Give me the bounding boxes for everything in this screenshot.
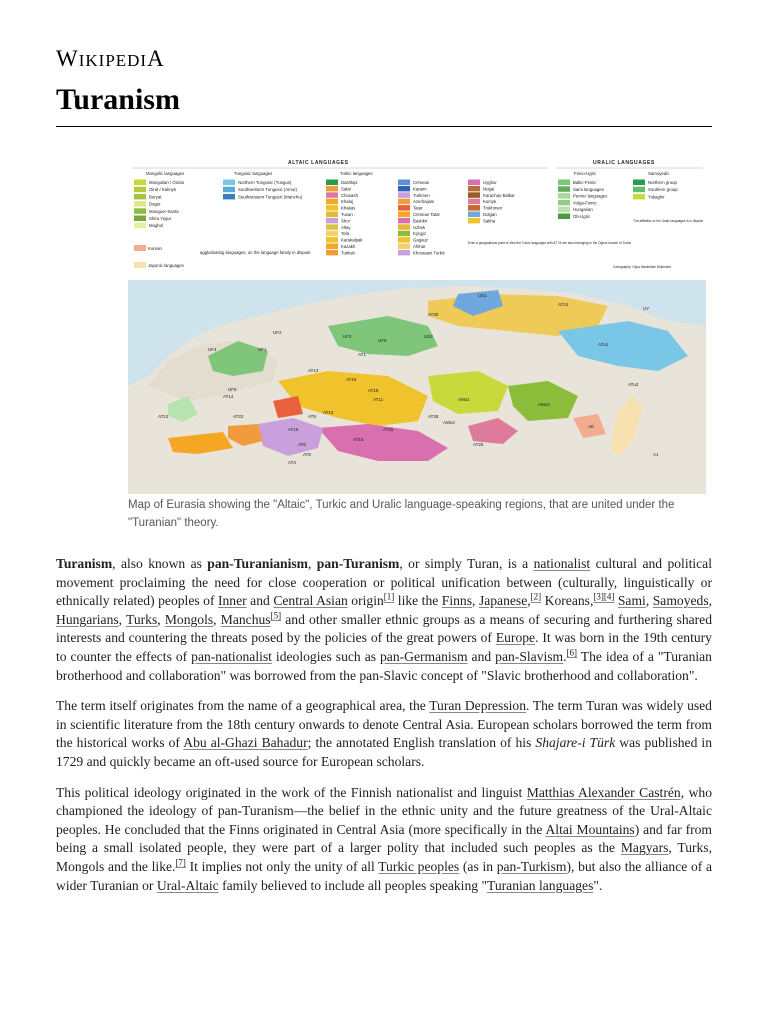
finno-swatch (558, 200, 570, 206)
paragraph-etymology: The term itself originates from the name of a geographical area, the Turan Depression. The term Turan was widely used in scientific literature from the 18th century onwards to denote Central Asia. European scholars borrowed the term from the historical works of Abu al-Ghazi Bahadur; the annotated English translation of his Shajare-i Türk was published in 1729 and quickly became an oft-used source for European scholars. (56, 698, 713, 769)
turkic-c-swatch (468, 205, 480, 211)
turkic-b-swatch (398, 199, 410, 205)
turkic-a-label: Tofa (341, 231, 350, 237)
finno-swatch (558, 214, 570, 220)
mongolic-label: Dagur (149, 201, 161, 207)
map-label: AT15 (353, 437, 364, 442)
turkic-b-label: Tatar (413, 205, 423, 211)
map-label: UF6 (378, 338, 387, 343)
ref-3[interactable]: [3] (593, 591, 604, 602)
turkic-a-swatch (326, 218, 338, 224)
turkic-b-label: Crimean Tatar (413, 212, 440, 217)
samoyedic-label: Yukaghir (648, 194, 665, 200)
legend-note-cartography: Cartography: Oğuz Maximilian Dinbecker (613, 265, 672, 269)
turkic-a-label: Dashkipi (341, 180, 358, 185)
tungusic-swatch (223, 194, 235, 200)
ref-7[interactable]: [7] (175, 857, 186, 868)
turkic-a-swatch (326, 199, 338, 205)
legend-korean: Korean (148, 246, 162, 251)
link-magyars[interactable]: Magyars (620, 840, 669, 856)
link-ural-altaic[interactable]: Ural-Altaic (156, 877, 219, 893)
map-label: AT28 (428, 414, 439, 419)
map-label: AT19 (346, 377, 357, 382)
turkic-b-label: Gagauz (413, 237, 429, 243)
turkic-a-swatch (326, 205, 338, 211)
turkic-c-label: Trukhmen (483, 205, 503, 211)
turkic-a-label: Khalaj (341, 199, 353, 205)
mongolic-swatch (134, 180, 146, 186)
ref-6[interactable]: [6] (566, 647, 578, 658)
mongolic-swatch (134, 201, 146, 207)
turkic-a-label: Tuvan (341, 212, 353, 217)
turkic-a-swatch (326, 237, 338, 243)
tungusic-label: Southwestern Tungusic (Manchu) (238, 194, 303, 200)
turkic-b-label: Azerbaijani (413, 199, 435, 205)
turkic-b-swatch (398, 218, 410, 224)
turkic-a-swatch (326, 244, 338, 250)
turkic-a-label: Shor (341, 218, 351, 224)
turkic-a-swatch (326, 250, 338, 256)
link-altai-mountains[interactable]: Altai Mountains (545, 821, 635, 837)
samoyedic-label: Northern group (648, 180, 677, 185)
turkic-a-label: Altay (341, 224, 351, 230)
map-label: AJ (653, 452, 659, 457)
turkic-b-label: Turkmen (413, 192, 430, 198)
mongolic-label: Mongolian / Ordos (149, 180, 185, 185)
map-label: US1 (478, 293, 487, 298)
link-manchus[interactable]: Manchus (220, 611, 271, 627)
mongolic-label: Monguor-Santa (149, 208, 179, 214)
map-label: UY (643, 306, 650, 311)
map-label: AT8 (303, 452, 311, 457)
ref-2[interactable]: [2] (530, 591, 542, 602)
link-turanian-languages[interactable]: Turanian languages (487, 877, 594, 893)
article-figure (128, 156, 706, 532)
eurasia-language-map[interactable] (128, 156, 706, 494)
turkic-b-label: Karaim (413, 186, 427, 192)
turkic-head: Turkic languages (340, 171, 373, 176)
map-label: AT10 (323, 410, 334, 415)
uralic-legend-title: URALIC LANGUAGES (593, 160, 655, 166)
map-label: UF3 (343, 334, 352, 339)
turkic-b-swatch (398, 237, 410, 243)
link-turks[interactable]: Turks (126, 611, 158, 627)
turkic-c-label: Uyghur (483, 180, 497, 185)
legend-note-uralic: The affiliation to the Uralic languages is in dispute (633, 219, 704, 223)
legend-japonic: Japonic languages (148, 263, 184, 268)
link-europe[interactable]: Europe (495, 630, 536, 646)
link-finns[interactable]: Finns (441, 593, 473, 609)
link-japanese[interactable]: Japanese (478, 593, 528, 609)
finno-swatch (558, 193, 570, 199)
map-label: AT13 (308, 368, 319, 373)
finno-swatch (558, 180, 570, 186)
link-inner[interactable]: Inner (217, 593, 247, 609)
map-label: UF5 (228, 387, 237, 392)
turkic-b-label: Crimean (413, 180, 430, 185)
link-samoyeds[interactable]: Samoyeds (652, 593, 709, 609)
ref-1[interactable]: [1] (383, 591, 395, 602)
map-label: AT26 (473, 442, 484, 447)
ref-5[interactable]: [5] (270, 610, 282, 621)
tungusic-head: Tungusic languages (234, 171, 273, 176)
turkic-c-label: Dolgan (483, 212, 497, 217)
turkic-c-swatch (468, 218, 480, 224)
turkic-c-swatch (468, 180, 480, 186)
finno-swatch (558, 186, 570, 192)
link-turan-depression[interactable]: Turan Depression (429, 698, 527, 714)
finno-label: Hungarian (573, 207, 593, 213)
mongolic-label: Moghol (149, 223, 164, 229)
mongolic-swatch (134, 194, 146, 200)
turkic-a-swatch (326, 186, 338, 192)
turkic-b-swatch (398, 244, 410, 250)
turkic-b-swatch (398, 224, 410, 230)
tungusic-swatch (223, 180, 235, 186)
map-label: AT11 (373, 397, 384, 402)
turkic-b-label: Khorasani Turkic (413, 250, 446, 256)
mongolic-swatch (134, 216, 146, 222)
link-pan-germanism[interactable]: pan-Germanism (380, 648, 468, 664)
title-divider (56, 126, 712, 127)
link-pan-slavism[interactable]: pan-Slavism (495, 648, 564, 664)
turkic-b-swatch (398, 212, 410, 218)
mongolic-swatch (134, 187, 146, 193)
turkic-c-swatch (468, 186, 480, 192)
map-label: AT18 (368, 388, 379, 393)
turkic-b-swatch (398, 192, 410, 198)
figure-caption: Map of Eurasia showing the "Altaic", Turkic and Uralic language-speaking regions, that are united under the "Turanian" theory. (128, 499, 675, 529)
turkic-a-label: Khakas (341, 205, 356, 211)
link-sami[interactable]: Sami (617, 593, 646, 609)
paragraph-origins: This political ideology originated in the work of the Finnish nationalist and linguist Matthias Alexander Castrén, who championed the ideology of pan-Turanism—the belief in the ethnic unity and the future greatness of the Ural-Altaic peoples. He concluded that the Finns originated in Central Asia (more specifically in the Altai Mountains) and far from being a small isolated people, they were part of a larger polity that included such peoples as the Magyars, Turks, Mongols and the like.[7] It implies not only the unity of all Turkic peoples (as in pan-Turkism), but also the alliance of a wider Turanian or Ural-Altaic family believed to include all peoples speaking "Turanian languages". (56, 784, 713, 893)
map-label: AT25 (383, 427, 394, 432)
mongolic-head: Mongolic languages (146, 171, 185, 176)
mongolic-label: Shira Yugur (149, 216, 172, 221)
link-pan-nationalist[interactable]: pan-nationalist (191, 648, 272, 664)
map-label: AK (588, 424, 595, 429)
map-label: US2 (424, 334, 433, 339)
turkic-b-label: Uzbek (413, 224, 426, 230)
link-pan-turkism[interactable]: pan-Turkism (496, 858, 567, 874)
mongolic-swatch (134, 208, 146, 214)
turkic-b-swatch (398, 180, 410, 186)
turkic-a-label: Kazakh (341, 244, 356, 249)
tungusic-label: Northern Tungusic (Tungus) (238, 180, 292, 185)
turkic-c-swatch (468, 199, 480, 205)
samoyedic-swatch (633, 180, 645, 186)
mongolic-swatch (134, 223, 146, 229)
turkic-c-label: Sakha (483, 218, 496, 224)
turkic-a-label: Chuvash (341, 192, 358, 198)
map-label: AT4 (288, 460, 296, 465)
link-abu-al-ghazi-bahadur[interactable]: Abu al-Ghazi Bahadur (183, 735, 308, 751)
turkic-a-swatch (326, 212, 338, 218)
map-label: AT6 (298, 442, 306, 447)
finno-label: Baltic-Finnic (573, 180, 597, 185)
turkic-b-swatch (398, 186, 410, 192)
map-label: UF1 (258, 347, 267, 352)
page-title: Turanism (56, 83, 180, 116)
link-turkic-peoples[interactable]: Turkic peoples (378, 858, 460, 874)
turkic-b-swatch (398, 250, 410, 256)
samoyedic-label: Southern group (648, 187, 678, 193)
turkic-b-label: Afshar (413, 244, 426, 249)
turkic-a-swatch (326, 231, 338, 237)
turkic-b-label: Kyrgyz (413, 231, 427, 237)
legend-note-agglutinating: agglutinating languages, on the language family in dispute (200, 250, 311, 255)
map-label: AT22 (233, 414, 244, 419)
link-nationalist[interactable]: nationalist (533, 556, 591, 571)
wikipedia-wordmark[interactable]: WIKIPEDIA (56, 46, 165, 71)
paragraph-intro: Turanism, also known as pan-Turanianism, pan-Turanism, or simply Turan, is a nationalist cultural and political movement proclaiming the need for close cooperation or political unification between (culturally, linguistically or ethnically related) peoples of Inner and Central Asian origin[1] like the Finns, Japanese,[2] Koreans,[3][4] Sami, Samoyeds, Hungarians, Turks, Mongols, Manchus[5] and other smaller ethnic groups as a means of securing and furthering shared interests and countering the threats posed by the policies of the great powers of Europe. It was born in the 19th century to counter the effects of pan-nationalist ideologies such as pan-Germanism and pan-Slavism.[6] The idea of a "Turanian brotherhood and collaboration" was borrowed from the pan-Slavic concept of "Slavic brotherhood and collaboration". (56, 556, 713, 683)
link-castren[interactable]: Matthias Alexander Castrén (526, 784, 681, 800)
finno-label: Ob-Ugric (573, 214, 591, 219)
map-label: AT9 (308, 414, 316, 419)
legend-note-turkic: Even a geographical point of view the Turkic languages with AT 24 are also belonging to the Oghuz branch of Turkic (468, 241, 632, 245)
samoyedic-swatch (633, 194, 645, 200)
turkic-b-swatch (398, 205, 410, 211)
turkic-a-swatch (326, 224, 338, 230)
turkic-b-swatch (398, 231, 410, 237)
map-label: AT12 (158, 414, 169, 419)
finno-swatch (558, 207, 570, 213)
turkic-a-label: Turkish (341, 250, 355, 256)
map-label: AMo3 (443, 420, 455, 425)
turkic-a-label: Karakalpak (341, 237, 363, 243)
tungusic-label: Southwestern Tungusic (Amur) (238, 187, 297, 193)
finno-label: Volga-Finnic (573, 200, 597, 206)
turkic-a-swatch (326, 180, 338, 186)
samoyedic-head: Samoyedic (648, 171, 670, 176)
map-label: UF2 (273, 330, 282, 335)
turkic-c-label: Nogai (483, 186, 495, 192)
turkic-c-swatch (468, 212, 480, 218)
turkic-b-label: Bashkir (413, 218, 428, 224)
map-label: ATu1 (598, 342, 609, 347)
altaic-legend-title: ALTAIC LANGUAGES (288, 160, 349, 166)
turkic-c-swatch (468, 192, 480, 198)
map-area (128, 280, 706, 494)
turkic-c-label: Kumyk (483, 199, 497, 205)
map-label: AMo2 (538, 402, 550, 407)
turkic-a-swatch (326, 192, 338, 198)
link-mongols[interactable]: Mongols (164, 611, 214, 627)
finno-label: Permic languages (573, 193, 608, 199)
map-label: AT14 (223, 394, 234, 399)
map-label: UF4 (208, 347, 217, 352)
map-label: AMo1 (458, 397, 470, 402)
map-label: AT30 (428, 312, 439, 317)
turkic-c-label: Karachay-Balkar (483, 192, 515, 198)
link-hungarians[interactable]: Hungarians (56, 611, 119, 627)
map-label: AT1 (358, 352, 366, 357)
tungusic-swatch (223, 187, 235, 193)
map-label: AT31 (558, 302, 569, 307)
ref-4[interactable]: [4] (603, 591, 615, 602)
turkic-a-label: Salar (341, 186, 352, 192)
map-label: ATu2 (628, 382, 639, 387)
map-label: AT16 (288, 427, 299, 432)
mongolic-label: Buryat (149, 194, 162, 200)
article-body (56, 555, 712, 907)
finno-head: Finno-Ugric (574, 171, 597, 176)
mongolic-label: Oirat / Kalmyk (149, 187, 176, 193)
finno-label: Sami languages (573, 186, 604, 192)
link-central-asian[interactable]: Central Asian (273, 593, 348, 609)
samoyedic-swatch (633, 187, 645, 193)
